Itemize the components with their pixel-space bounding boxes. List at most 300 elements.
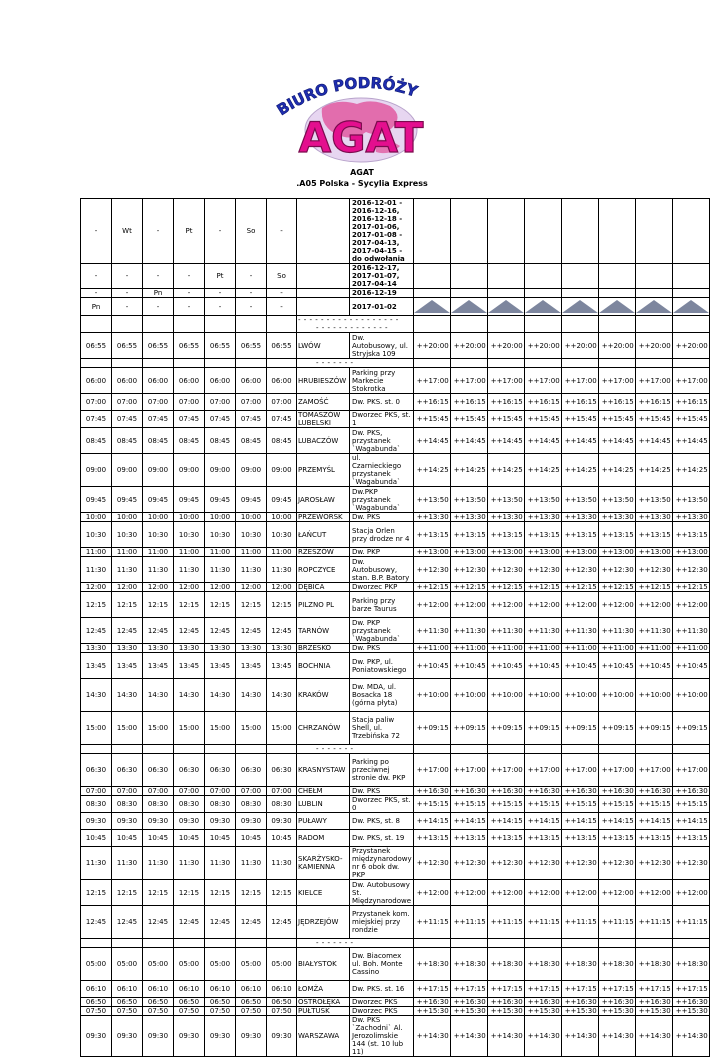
day-cell: So: [267, 264, 297, 289]
departure-time: 07:00: [174, 787, 205, 796]
arrival-time: ++13:15: [635, 522, 672, 548]
departure-time: 13:30: [267, 644, 297, 653]
arrival-time: ++20:00: [598, 333, 635, 359]
departure-time: 15:00: [205, 712, 236, 745]
departure-time: 12:15: [174, 880, 205, 906]
arrival-time: ++18:30: [561, 948, 598, 981]
price-spacer: [524, 359, 561, 368]
departure-time: 11:30: [236, 557, 267, 583]
departure-time: 11:30: [143, 847, 174, 880]
station-name: JĘDRZEJÓW: [297, 906, 350, 939]
arrival-time: ++09:15: [487, 712, 524, 745]
time-spacer: [174, 745, 205, 754]
arrival-time: ++13:30: [635, 513, 672, 522]
departure-time: 15:00: [143, 712, 174, 745]
arrival-time: ++13:15: [524, 830, 561, 847]
departure-time: 13:45: [267, 653, 297, 679]
arrival-time: ++16:30: [524, 787, 561, 796]
stop-row: [81, 796, 710, 813]
day-cell: -: [236, 264, 267, 289]
stop-row: [81, 787, 710, 796]
arrival-time: ++12:15: [598, 583, 635, 592]
station-name: PUŁTUSK: [297, 1007, 350, 1016]
departure-time: 09:30: [143, 813, 174, 830]
arrival-time: ++15:30: [598, 1007, 635, 1016]
departure-time: 09:00: [205, 454, 236, 487]
arrival-time: ++17:00: [413, 368, 450, 394]
price-spacer: [413, 745, 450, 754]
stop-address: Dw. PKS: [350, 513, 414, 522]
arrival-time: ++14:25: [598, 454, 635, 487]
departure-time: 05:00: [267, 948, 297, 981]
arrival-time: ++16:15: [524, 394, 561, 411]
price-spacer: [635, 939, 672, 948]
triangle-icon: [525, 300, 561, 313]
stop-address: Przystanek międzynarodowy nr 6 obok dw. PKP: [350, 847, 414, 880]
price-spacer: [598, 289, 635, 298]
departure-time: 06:00: [112, 368, 143, 394]
departure-time: 10:30: [143, 522, 174, 548]
departure-time: 06:50: [236, 998, 267, 1007]
arrival-time: ++12:00: [413, 880, 450, 906]
departure-time: 10:30: [112, 522, 143, 548]
departure-time: 12:15: [236, 592, 267, 618]
days-row: [81, 298, 710, 316]
departure-time: 07:00: [143, 787, 174, 796]
arrival-time: ++20:00: [524, 333, 561, 359]
arrival-time: ++14:15: [635, 813, 672, 830]
departure-time: 11:00: [236, 548, 267, 557]
departure-time: 06:55: [81, 333, 112, 359]
stop-row: [81, 522, 710, 548]
arrival-time: ++12:15: [524, 583, 561, 592]
price-spacer: [413, 316, 450, 333]
departure-time: 09:30: [205, 813, 236, 830]
departure-time: 06:30: [112, 754, 143, 787]
departure-time: 14:30: [81, 679, 112, 712]
time-spacer: [112, 316, 143, 333]
stop-address: Dw. PKS. st. 16: [350, 981, 414, 998]
arrival-time: ++14:30: [487, 1016, 524, 1057]
dash-separator: [297, 745, 414, 754]
price-spacer: [672, 289, 709, 298]
time-spacer: [205, 359, 236, 368]
time-spacer: [205, 745, 236, 754]
arrival-time: ++11:15: [672, 906, 709, 939]
station-name: DĘBICA: [297, 583, 350, 592]
stop-row: [81, 411, 710, 428]
station-name: CHRZANÓW: [297, 712, 350, 745]
arrival-time: ++12:15: [672, 583, 709, 592]
arrival-time: ++16:15: [487, 394, 524, 411]
departure-time: 09:45: [205, 487, 236, 513]
arrival-time: ++18:30: [450, 948, 487, 981]
price-spacer: [487, 199, 524, 264]
arrival-time: ++12:30: [450, 557, 487, 583]
departure-time: 12:15: [143, 592, 174, 618]
time-spacer: [267, 939, 297, 948]
arrival-time: ++12:30: [413, 557, 450, 583]
departure-time: 08:45: [236, 428, 267, 454]
arrival-time: ++14:30: [635, 1016, 672, 1057]
departure-time: 06:00: [205, 368, 236, 394]
arrival-time: ++14:45: [598, 428, 635, 454]
departure-time: 07:00: [236, 394, 267, 411]
departure-time: 09:00: [174, 454, 205, 487]
price-spacer: [524, 289, 561, 298]
price-spacer: [487, 939, 524, 948]
price-spacer: [524, 199, 561, 264]
triangle-icon: [488, 300, 524, 313]
arrival-time: ++17:15: [450, 981, 487, 998]
stop-address: Dworzec PKS, st. 1: [350, 411, 414, 428]
departure-time: 10:00: [267, 513, 297, 522]
price-spacer: [413, 289, 450, 298]
arrival-time: ++12:30: [672, 557, 709, 583]
day-cell: -: [143, 264, 174, 289]
day-cell: Pn: [81, 298, 112, 316]
stop-address: Dw. Autobusowy, ul. Stryjska 109: [350, 333, 414, 359]
time-spacer: [236, 359, 267, 368]
arrival-time: ++15:15: [450, 796, 487, 813]
dash-separator: [297, 316, 414, 333]
dates-cell: 2016-12-19: [350, 289, 414, 298]
arrival-time: ++15:30: [561, 1007, 598, 1016]
time-spacer: [236, 939, 267, 948]
price-spacer: [413, 939, 450, 948]
arrival-time: ++17:00: [598, 368, 635, 394]
price-spacer: [524, 939, 561, 948]
arrival-time: ++13:15: [635, 830, 672, 847]
departure-time: 12:00: [267, 583, 297, 592]
arrival-time: ++15:45: [524, 411, 561, 428]
departure-time: 09:30: [236, 813, 267, 830]
price-spacer: [561, 316, 598, 333]
stop-row: [81, 754, 710, 787]
arrival-time: ++16:30: [450, 787, 487, 796]
price-spacer: [450, 745, 487, 754]
departure-time: 13:30: [205, 644, 236, 653]
stop-address: Dw. PKS, st. 19: [350, 830, 414, 847]
departure-time: 07:50: [174, 1007, 205, 1016]
arrival-time: ++12:15: [487, 583, 524, 592]
departure-time: 11:00: [174, 548, 205, 557]
arrival-time: ++16:30: [524, 998, 561, 1007]
price-spacer: [561, 359, 598, 368]
arrival-time: ++17:00: [561, 368, 598, 394]
time-spacer: [267, 745, 297, 754]
arrival-time: ++13:30: [561, 513, 598, 522]
departure-time: 06:10: [236, 981, 267, 998]
departure-time: 13:45: [205, 653, 236, 679]
arrival-time: ++10:00: [598, 679, 635, 712]
time-spacer: [112, 939, 143, 948]
departure-time: 13:30: [112, 644, 143, 653]
price-spacer: [487, 745, 524, 754]
departure-time: 05:00: [81, 948, 112, 981]
station-name: PRZEWORSK: [297, 513, 350, 522]
station-spacer: [297, 264, 350, 289]
stop-row: [81, 847, 710, 880]
arrival-time: ++12:15: [635, 583, 672, 592]
arrival-time: ++15:15: [413, 796, 450, 813]
stop-address: Dw. Autobusowy, stan. B.P. Batory: [350, 557, 414, 583]
departure-time: 06:55: [205, 333, 236, 359]
triangle-icon: [636, 300, 672, 313]
arrival-time: ++14:15: [487, 813, 524, 830]
departure-time: 14:30: [267, 679, 297, 712]
departure-time: 06:55: [174, 333, 205, 359]
departure-time: 15:00: [81, 712, 112, 745]
dates-cell: 2016-12-01 - 2016-12-16, 2016-12-18 - 2017-01-06, 2017-01-08 - 2017-04-13, 2017-04-15 - do odwołania: [350, 199, 414, 264]
arrival-time: ++12:00: [450, 880, 487, 906]
arrival-time: ++20:00: [487, 333, 524, 359]
departure-time: 13:45: [236, 653, 267, 679]
departure-time: 13:45: [112, 653, 143, 679]
station-name: ŁAŃCUT: [297, 522, 350, 548]
day-cell: -: [143, 199, 174, 264]
station-name: LUBLIN: [297, 796, 350, 813]
departure-time: 13:30: [236, 644, 267, 653]
dash-separator-line: - - - - - - - - - - - - -: [316, 324, 389, 332]
departure-time: 12:00: [112, 583, 143, 592]
arrival-time: ++15:15: [487, 796, 524, 813]
day-cell: So: [236, 199, 267, 264]
price-spacer: [450, 289, 487, 298]
departure-time: 06:00: [174, 368, 205, 394]
arrival-time: ++12:30: [450, 847, 487, 880]
arrival-time: ++13:30: [487, 513, 524, 522]
price-spacer: [672, 264, 709, 289]
arrival-time: ++11:15: [598, 906, 635, 939]
stop-address: Dw. Biacomex ul. Boh. Monte Cassino: [350, 948, 414, 981]
time-spacer: [112, 359, 143, 368]
arrival-time: ++14:25: [672, 454, 709, 487]
departure-time: 09:00: [236, 454, 267, 487]
station-name: HRUBIESZÓW: [297, 368, 350, 394]
price-spacer: [487, 289, 524, 298]
day-cell: Pt: [174, 199, 205, 264]
price-spacer: [598, 939, 635, 948]
dash-separator-line: - - - - - - -: [316, 939, 354, 947]
departure-time: 10:45: [143, 830, 174, 847]
departure-time: 09:00: [267, 454, 297, 487]
day-cell: -: [205, 199, 236, 264]
route-title: .A05 Polska - Sycylia Express: [296, 179, 428, 188]
station-name: KRASNYSTAW: [297, 754, 350, 787]
departure-time: 06:30: [267, 754, 297, 787]
departure-time: 10:00: [81, 513, 112, 522]
departure-time: 07:50: [143, 1007, 174, 1016]
departure-time: 08:30: [205, 796, 236, 813]
triangle-icon: [599, 300, 635, 313]
departure-time: 12:15: [112, 592, 143, 618]
departure-time: 12:00: [81, 583, 112, 592]
departure-time: 12:15: [143, 880, 174, 906]
day-cell: -: [267, 289, 297, 298]
arrival-time: ++13:30: [524, 513, 561, 522]
arrival-time: ++11:30: [672, 618, 709, 644]
arrival-time: ++20:00: [450, 333, 487, 359]
arrival-time: ++12:30: [672, 847, 709, 880]
day-cell: -: [112, 264, 143, 289]
arrival-time: ++10:00: [450, 679, 487, 712]
departure-time: 12:15: [81, 592, 112, 618]
departure-time: 12:15: [112, 880, 143, 906]
departure-time: 08:30: [236, 796, 267, 813]
departure-time: 06:00: [143, 368, 174, 394]
departure-time: 12:15: [205, 592, 236, 618]
arrival-time: ++13:50: [635, 487, 672, 513]
departure-time: 07:50: [205, 1007, 236, 1016]
arrival-time: ++13:00: [487, 548, 524, 557]
arrival-time: ++10:00: [561, 679, 598, 712]
stop-row: [81, 394, 710, 411]
departure-time: 05:00: [112, 948, 143, 981]
station-name: RZESZÓW: [297, 548, 350, 557]
stop-address: Parking przy barze Taurus: [350, 592, 414, 618]
arrival-time: ++13:30: [598, 513, 635, 522]
departure-time: 12:00: [143, 583, 174, 592]
day-cell: -: [174, 298, 205, 316]
price-spacer: [487, 264, 524, 289]
time-spacer: [81, 745, 112, 754]
arrival-time: ++11:30: [598, 618, 635, 644]
departure-time: 14:30: [112, 679, 143, 712]
arrival-time: ++12:00: [524, 880, 561, 906]
departure-time: 12:45: [205, 906, 236, 939]
days-row: [81, 264, 710, 289]
stop-address: Dw. PKP: [350, 548, 414, 557]
arrival-time: ++16:15: [635, 394, 672, 411]
arrival-time: ++13:50: [561, 487, 598, 513]
departure-time: 09:30: [81, 813, 112, 830]
arrival-time: ++12:30: [635, 847, 672, 880]
stop-row: [81, 548, 710, 557]
stop-row: [81, 998, 710, 1007]
departure-time: 07:00: [205, 394, 236, 411]
arrival-time: ++14:45: [672, 428, 709, 454]
arrival-time: ++17:00: [524, 754, 561, 787]
arrival-time: ++14:15: [450, 813, 487, 830]
departure-time: 12:45: [143, 906, 174, 939]
arrival-time: ++11:30: [450, 618, 487, 644]
departure-time: 11:30: [205, 557, 236, 583]
arrival-time: ++13:50: [524, 487, 561, 513]
arrival-time: ++12:30: [561, 557, 598, 583]
departure-time: 12:15: [81, 880, 112, 906]
arrival-time: ++13:00: [561, 548, 598, 557]
departure-time: 13:45: [81, 653, 112, 679]
time-spacer: [174, 359, 205, 368]
departure-time: 14:30: [143, 679, 174, 712]
agat-logo: [262, 68, 460, 164]
time-spacer: [81, 359, 112, 368]
station-name: ZAMOŚĆ: [297, 394, 350, 411]
day-cell: Pn: [143, 289, 174, 298]
arrival-time: ++20:00: [413, 333, 450, 359]
arrival-time: ++13:15: [487, 522, 524, 548]
time-spacer: [267, 316, 297, 333]
stop-row: [81, 906, 710, 939]
arrival-time: ++15:30: [413, 1007, 450, 1016]
arrival-time: ++20:00: [672, 333, 709, 359]
departure-time: 12:45: [267, 906, 297, 939]
station-name: KRAKÓW: [297, 679, 350, 712]
departure-time: 09:00: [81, 454, 112, 487]
departure-time: 12:45: [174, 906, 205, 939]
stop-row: [81, 712, 710, 745]
departure-time: 07:45: [236, 411, 267, 428]
day-cell: -: [112, 298, 143, 316]
stop-address: Dworzec PKS: [350, 998, 414, 1007]
departure-time: 08:30: [267, 796, 297, 813]
price-spacer: [635, 264, 672, 289]
price-spacer: [672, 298, 709, 316]
day-cell: -: [112, 289, 143, 298]
arrival-time: ++13:15: [487, 830, 524, 847]
arrival-time: ++16:30: [487, 787, 524, 796]
arrival-time: ++11:30: [635, 618, 672, 644]
departure-time: 15:00: [267, 712, 297, 745]
arrival-time: ++16:30: [598, 787, 635, 796]
dash-separator-line: - - - - - - -: [316, 359, 354, 367]
price-spacer: [672, 359, 709, 368]
price-spacer: [672, 199, 709, 264]
arrival-time: ++15:15: [598, 796, 635, 813]
departure-time: 09:45: [81, 487, 112, 513]
arrival-time: ++16:30: [635, 787, 672, 796]
arrival-time: ++11:00: [672, 644, 709, 653]
arrival-time: ++11:00: [487, 644, 524, 653]
departure-time: 06:55: [267, 333, 297, 359]
day-cell: -: [81, 264, 112, 289]
arrival-time: ++15:45: [561, 411, 598, 428]
arrival-time: ++16:30: [561, 787, 598, 796]
price-spacer: [561, 264, 598, 289]
arrival-time: ++16:30: [413, 998, 450, 1007]
stop-address: Dworzec PKS: [350, 1007, 414, 1016]
arrival-time: ++12:15: [561, 583, 598, 592]
arrival-time: ++09:15: [598, 712, 635, 745]
time-spacer: [143, 359, 174, 368]
stop-row: [81, 679, 710, 712]
departure-time: 08:45: [112, 428, 143, 454]
departure-time: 11:30: [205, 847, 236, 880]
day-cell: -: [174, 264, 205, 289]
stop-address: Dw. PKS, st. 8: [350, 813, 414, 830]
arrival-time: ++17:15: [413, 981, 450, 998]
arrival-time: ++12:15: [413, 583, 450, 592]
departure-time: 07:45: [81, 411, 112, 428]
price-spacer: [413, 199, 450, 264]
arrival-time: ++15:45: [413, 411, 450, 428]
departure-time: 09:45: [112, 487, 143, 513]
stop-address: Dw. PKS `Zachodni` Al. Jerozolimskie 144 (st. 10 lub 11): [350, 1016, 414, 1057]
arrival-time: ++17:00: [413, 754, 450, 787]
arrival-time: ++12:00: [413, 592, 450, 618]
arrival-time: ++11:15: [413, 906, 450, 939]
arrival-time: ++15:15: [635, 796, 672, 813]
stop-row: [81, 1016, 710, 1057]
station-name: BOCHNIA: [297, 653, 350, 679]
arrival-time: ++12:30: [487, 557, 524, 583]
departure-time: 11:30: [267, 847, 297, 880]
departure-time: 10:45: [267, 830, 297, 847]
price-spacer: [450, 316, 487, 333]
departure-time: 10:00: [112, 513, 143, 522]
station-name: CHEŁM: [297, 787, 350, 796]
